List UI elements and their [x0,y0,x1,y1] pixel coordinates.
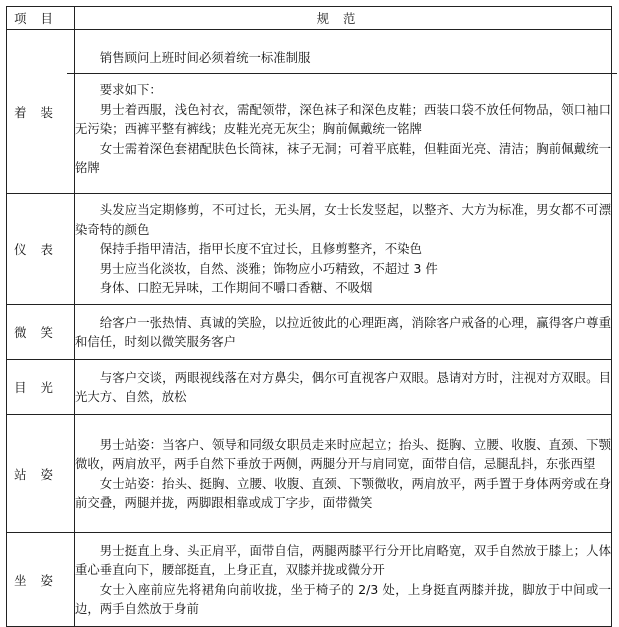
spec-line: 头发应当定期修剪，不可过长，无头屑，女士长发竖起，以整齐、大方为标准，男女都不可漂染奇特的颜色 [75,202,611,237]
item-label: 坐姿 [7,533,75,627]
spec-line: 给客户一张热情、真诚的笑脸，以拉近彼此的心理距离，消除客户戒备的心理，赢得客户尊重和信任，时刻以微笑服务客户 [75,314,611,349]
item-label: 微笑 [7,305,75,360]
spec-line: 女士需着深色套裙配肤色长筒袜，袜子无洞；可着平底鞋，但鞋面光亮、清洁；胸前佩戴统一铭牌 [75,140,611,175]
spec-line: 与客户交谈，两眼视线落在对方鼻尖，偶尔可直视客户双眼。恳请对方时，注视对方双眼。目光大方、自然，放松 [75,369,611,404]
item-label: 仪表 [7,194,75,305]
spec-line: 女士站姿：抬头、挺胸、立腰、收腹、直颈、下颚微收，两肩放平，两手置于身体两旁或在身前交叠，两腿并拢，两脚跟相靠或成丁字步，面带微笑 [75,475,611,510]
row-attire [7,30,612,194]
spec-text [75,305,612,360]
spec-line: 男士应当化淡妆，自然、淡雅；饰物应小巧精致，不超过 3 件 [99,260,438,276]
spec-line: 男士站姿：当客户、领导和同级女职员走来时应起立；抬头、挺胸、立腰、收腹、直颈、下颚微收，两肩放平，两手自然下垂放于两侧，两腿分开与肩同宽，面带自信，忌腿乱抖，东张西望 [75,436,611,471]
spec-line: 销售顾问上班时间必须着统一标准制服 [99,49,311,65]
spec-text [75,415,612,533]
spec-text [75,360,612,415]
spec-line: 男士着西服，浅色衬衣，需配领带，深色袜子和深色皮鞋；西装口袋不放任何物品，领口袖口无污染；西裤平整有裤线；皮鞋光亮无灰尘；胸前佩戴统一铭牌 [75,101,611,136]
item-label: 站姿 [7,415,75,533]
spec-table-wrapper [6,6,612,627]
spec-line: 保持手指甲清洁，指甲长度不宜过长，且修剪整齐，不染色 [99,241,422,257]
row-gaze [7,360,612,415]
spec-text [75,30,612,194]
row-sitting [7,533,612,627]
spec-line: 女士入座前应先将裙角向前收拢，坐于椅子的 2/3 处，上身挺直两膝并拢，脚放于中间或一边，两手自然放于身前 [75,581,611,616]
header-spec: 规范 [75,7,612,30]
spec-text [75,194,612,305]
row-smile [7,305,612,360]
item-label: 着装 [7,30,75,194]
row-standing [7,415,612,533]
spec-top-line [67,46,617,75]
spec-table [6,6,612,627]
spec-text [75,533,612,627]
item-label: 目光 [7,360,75,415]
row-appearance [7,194,612,305]
spec-line: 要求如下： [99,82,162,97]
header-item: 项目 [7,7,75,30]
spec-line: 身体、口腔无异味，工作期间不嚼口香糖、不吸烟 [99,280,373,296]
spec-line: 男士挺直上身、头正肩平，面带自信，两腿两膝平行分开比肩略宽，双手自然放于膝上；人体重心垂直向下，腰部挺直，上身正直，双膝并拢或微分开 [75,542,611,577]
table-header-row [7,7,612,30]
